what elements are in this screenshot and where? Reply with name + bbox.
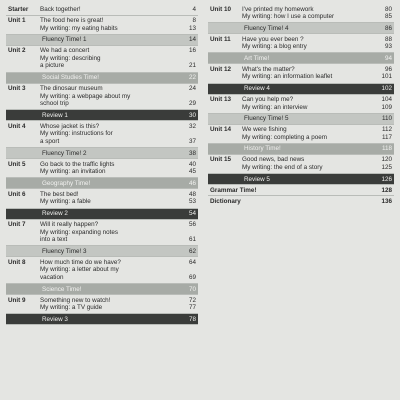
unit-title-line: My writing: completing a poem: [242, 133, 328, 141]
contents-row: [208, 125, 394, 144]
section-label: Dictionary: [210, 198, 241, 206]
unit-title-line: My writing: expanding notes: [40, 228, 119, 236]
section-band-dict: [208, 196, 394, 207]
section-band-fluency: [6, 148, 198, 159]
section-label: Review 3: [42, 315, 68, 323]
unit-title-line: How much time do we have?: [40, 258, 121, 266]
page-numbers: [174, 259, 196, 282]
section-label: History Time!: [244, 145, 281, 153]
unit-title-line: Something new to watch!: [40, 296, 111, 304]
unit-title-line: My writing: describing: [40, 54, 101, 62]
section-band-review: [6, 110, 198, 121]
section-label: Fluency Time! 3: [42, 247, 87, 255]
section-band-fluency: [208, 23, 394, 34]
contents-row: [6, 189, 198, 208]
page-number: 118: [381, 145, 392, 153]
contents-row: [6, 4, 198, 16]
unit-titles: [242, 96, 370, 111]
page-number: 32: [188, 122, 196, 130]
section-band-cross: [6, 73, 198, 84]
unit-title-line: My writing: my eating habits: [40, 24, 118, 32]
section-label: Fluency Time! 4: [244, 24, 289, 32]
section-label: Review 2: [42, 210, 68, 217]
unit-titles: [40, 85, 174, 108]
unit-label: Unit 1: [8, 17, 26, 25]
contents-row: [208, 155, 394, 174]
page-number: 16: [188, 47, 196, 55]
page-number: 120: [381, 156, 392, 164]
section-label: Art Time!: [244, 54, 270, 62]
page-number: 110: [381, 115, 392, 123]
page-number: 102: [381, 85, 392, 93]
section-band-cross: [6, 178, 198, 189]
page-numbers: [174, 47, 196, 70]
unit-titles: [40, 191, 174, 206]
unit-label: Unit 5: [8, 160, 26, 168]
page-numbers: [370, 126, 392, 141]
page-number: 77: [188, 304, 196, 312]
page-numbers: [174, 297, 196, 312]
unit-titles: [40, 297, 174, 312]
unit-title-line: I've printed my homework: [242, 5, 314, 13]
contents-row: [208, 4, 394, 23]
page-numbers: [370, 96, 392, 111]
section-label: Fluency Time! 5: [244, 115, 289, 123]
page-number: 21: [188, 62, 196, 70]
unit-title-line: into a text: [40, 236, 68, 244]
page-number: 69: [188, 273, 196, 281]
page-number: 24: [188, 85, 196, 93]
unit-titles: [40, 123, 174, 146]
page-number: 93: [384, 43, 392, 51]
unit-title-line: What's the matter?: [242, 65, 295, 73]
contents-row: [6, 46, 198, 73]
contents-column-right: [208, 4, 394, 207]
section-band-review: [6, 314, 198, 325]
page-number: 86: [384, 24, 392, 32]
page-number: 64: [188, 258, 196, 266]
contents-row: [6, 159, 198, 178]
unit-titles: [40, 259, 174, 282]
section-label: Geography Time!: [42, 179, 91, 187]
contents-row: [6, 257, 198, 284]
section-label: Fluency Time! 2: [42, 149, 87, 157]
unit-title-line: We were fishing: [242, 126, 287, 134]
section-label: Review 4: [244, 85, 270, 93]
page-number: 8: [192, 17, 196, 25]
unit-label: Unit 13: [210, 96, 231, 104]
page-number: 45: [188, 168, 196, 176]
page-number: 14: [188, 36, 196, 44]
unit-title-line: The food here is great!: [40, 17, 104, 25]
unit-label: Unit 11: [210, 35, 231, 43]
section-band-review: [208, 84, 394, 95]
page-number: 38: [188, 149, 196, 157]
unit-title-line: My writing: an invitation: [40, 168, 106, 176]
page-number: 96: [384, 65, 392, 73]
unit-titles: [242, 66, 370, 81]
page-number: 48: [188, 190, 196, 198]
unit-title-line: We had a concert: [40, 47, 90, 55]
page-number: 13: [188, 24, 196, 32]
page-number: 70: [188, 285, 196, 293]
page-numbers: [174, 17, 196, 32]
page-number: 94: [384, 54, 392, 62]
page-number: 128: [381, 186, 392, 194]
page-number: 117: [381, 133, 392, 141]
unit-label: Unit 9: [8, 296, 26, 304]
contents-row: [208, 34, 394, 53]
page-number: 126: [381, 175, 392, 183]
page-number: 46: [188, 179, 196, 187]
unit-title-line: Back together!: [40, 5, 81, 13]
unit-title-line: My writing: an information leaflet: [242, 73, 333, 81]
page-number: 4: [192, 5, 196, 13]
page-number: 61: [188, 236, 196, 244]
unit-label: Starter: [8, 5, 29, 13]
page-number: 29: [188, 100, 196, 108]
contents-row: [6, 84, 198, 111]
unit-title-line: a picture: [40, 62, 65, 70]
page-numbers: [174, 85, 196, 108]
page-number: 30: [188, 111, 196, 119]
page-numbers: [174, 221, 196, 244]
unit-title-line: My writing: the end of a story: [242, 164, 323, 172]
section-band-cross: [208, 144, 394, 155]
unit-label: Unit 15: [210, 156, 231, 164]
unit-titles: [40, 6, 174, 14]
unit-title-line: school trip: [40, 100, 69, 108]
unit-title-line: The best bed!: [40, 190, 79, 198]
unit-title-line: Have you ever been ?: [242, 35, 304, 43]
page-number: 104: [381, 96, 392, 104]
page-number: 37: [188, 138, 196, 146]
unit-title-line: My writing: a letter about my: [40, 266, 119, 274]
unit-title-line: Will it really happen?: [40, 221, 99, 228]
section-label: Science Time!: [42, 285, 82, 293]
section-band-fluency: [6, 35, 198, 46]
section-label: Review 5: [244, 175, 270, 183]
page-number: 72: [188, 296, 196, 304]
page-numbers: [370, 6, 392, 21]
page-number: 56: [188, 221, 196, 228]
unit-titles: [242, 36, 370, 51]
page-numbers: [370, 156, 392, 171]
section-band-grammar: [208, 185, 394, 196]
unit-title-line: Can you help me?: [242, 96, 294, 104]
section-label: Social Studies Time!: [42, 74, 100, 82]
unit-title-line: My writing: how I use a computer: [242, 13, 335, 21]
page-number: 85: [384, 13, 392, 21]
unit-label: Unit 10: [210, 5, 231, 13]
page-numbers: [370, 36, 392, 51]
section-band-cross: [208, 53, 394, 64]
unit-titles: [242, 126, 370, 141]
section-band-fluency: [208, 114, 394, 125]
page-number: 54: [188, 210, 196, 217]
unit-titles: [40, 47, 174, 70]
page-number: 125: [381, 164, 392, 172]
unit-titles: [40, 17, 174, 32]
unit-title-line: Go back to the traffic lights: [40, 160, 115, 168]
section-band-fluency: [6, 246, 198, 257]
page-number: 62: [188, 247, 196, 255]
unit-title-line: a sport: [40, 138, 60, 146]
page-number: 53: [188, 198, 196, 206]
unit-title-line: My writing: a TV guide: [40, 304, 103, 312]
unit-title-line: Whose jacket is this?: [40, 122, 100, 130]
section-label: Fluency Time! 1: [42, 36, 87, 44]
unit-title-line: Good news, bad news: [242, 156, 305, 164]
unit-titles: [40, 221, 174, 244]
page-number: 40: [188, 160, 196, 168]
page-number: [174, 130, 196, 138]
section-band-review: [6, 209, 198, 220]
unit-title-line: My writing: a webpage about my: [40, 92, 131, 100]
unit-label: Unit 2: [8, 47, 26, 55]
unit-title-line: My writing: an interview: [242, 103, 308, 111]
unit-title-line: vacation: [40, 273, 64, 281]
section-label: Grammar Time!: [210, 186, 257, 194]
unit-title-line: My writing: a fable: [40, 198, 91, 206]
unit-label: Unit 7: [8, 221, 26, 228]
section-label: Review 1: [42, 111, 68, 119]
contents-row: [208, 64, 394, 83]
page-number: [174, 229, 196, 237]
unit-titles: [242, 6, 370, 21]
page-number: 22: [188, 74, 196, 82]
unit-titles: [40, 161, 174, 176]
page-number: 101: [381, 73, 392, 81]
unit-label: Unit 14: [210, 126, 231, 134]
contents-row: [6, 220, 198, 247]
section-band-cross: [6, 284, 198, 295]
page-number: [174, 93, 196, 101]
unit-label: Unit 12: [210, 65, 231, 73]
page-numbers: [174, 123, 196, 146]
page-number: [174, 55, 196, 63]
unit-title-line: My writing: instructions for: [40, 130, 113, 138]
page-number: [174, 266, 196, 274]
page-number: 109: [381, 103, 392, 111]
page-number: 112: [381, 126, 392, 134]
unit-label: Unit 6: [8, 190, 26, 198]
section-band-review: [208, 174, 394, 185]
page-number: 78: [188, 315, 196, 323]
page-numbers: [174, 161, 196, 176]
page-number: 88: [384, 35, 392, 43]
contents-row: [208, 95, 394, 114]
contents-row: [6, 16, 198, 35]
page-numbers: [174, 6, 196, 14]
unit-title-line: My writing: a blog entry: [242, 43, 307, 51]
unit-title-line: The dinosaur museum: [40, 85, 103, 93]
unit-titles: [242, 156, 370, 171]
unit-label: Unit 3: [8, 85, 26, 93]
page-number: 80: [384, 5, 392, 13]
page-numbers: [370, 66, 392, 81]
contents-row: [6, 121, 198, 148]
unit-label: Unit 4: [8, 122, 26, 130]
page-number: 136: [381, 198, 392, 206]
contents-row: [6, 295, 198, 314]
page-numbers: [174, 191, 196, 206]
unit-label: Unit 8: [8, 258, 26, 266]
contents-column-left: [6, 4, 198, 325]
